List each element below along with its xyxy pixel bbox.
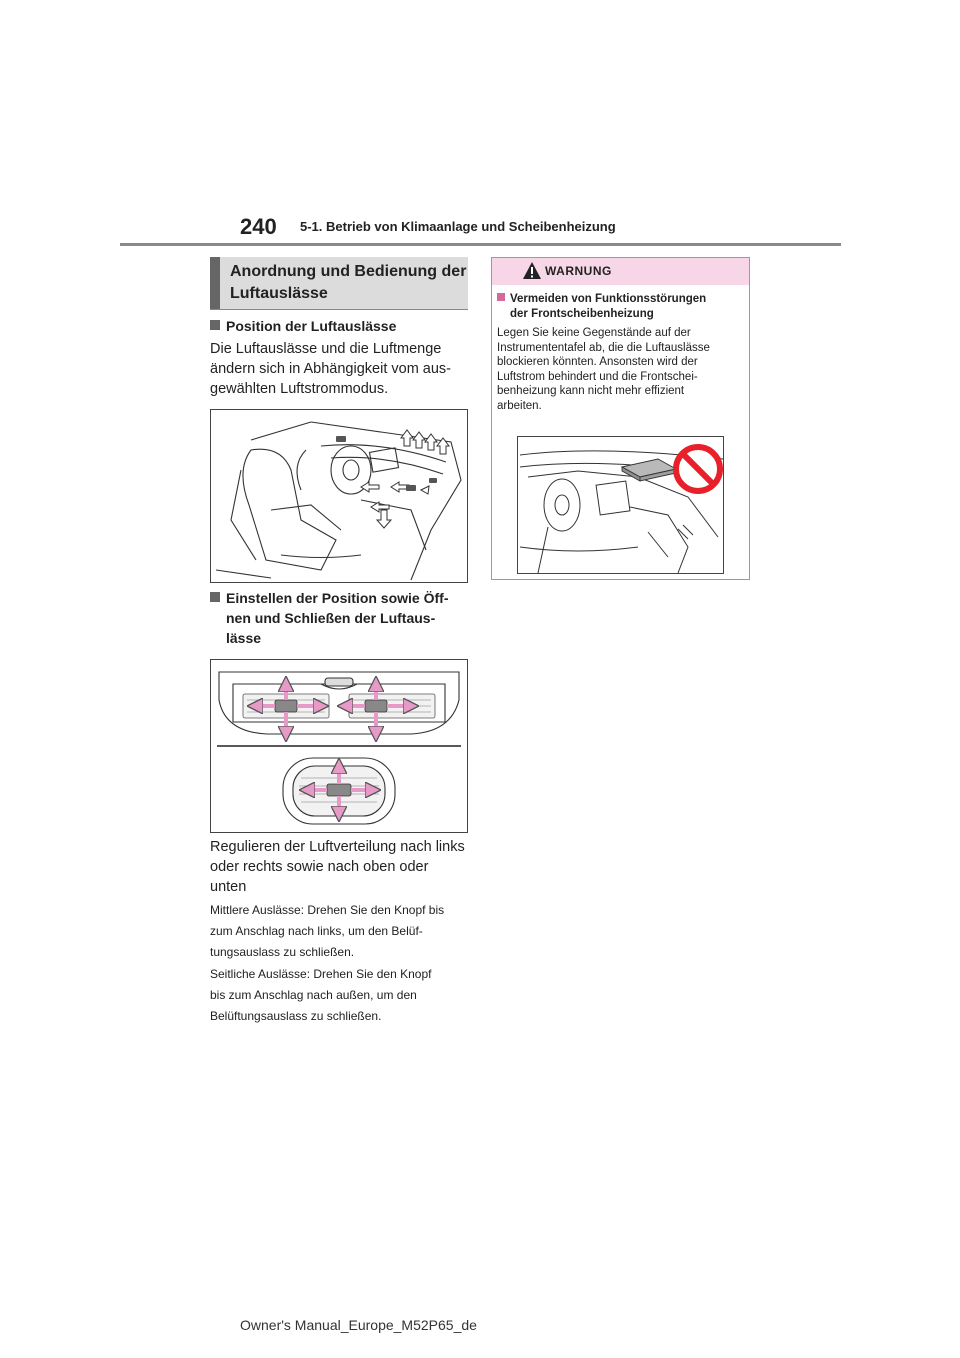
text-line: gewählten Luftstrommodus. — [210, 381, 389, 397]
text-line: Seitliche Auslässe: Drehen Sie den Knopf — [210, 967, 432, 981]
text-line: Einstellen der Position sowie Öff- — [210, 588, 470, 608]
square-bullet-icon — [210, 320, 220, 330]
subheading-adjust-vents — [210, 588, 470, 648]
text-line: Regulieren der Luftverteilung nach links — [210, 839, 465, 855]
text-line: benheizung kann nicht mehr effizient — [497, 385, 685, 398]
warning-label: WARNUNG — [545, 264, 612, 278]
text-line: lässe — [226, 630, 262, 646]
paragraph-vent-position — [210, 339, 472, 399]
cabin-illustration — [211, 410, 467, 582]
text-line: Vermeiden von Funktionsstörungen — [497, 292, 743, 307]
text-line: Belüftungsauslass zu schließen. — [210, 1009, 382, 1023]
text-line: ändern sich in Abhängigkeit vom aus- — [210, 361, 452, 377]
header-rule — [120, 243, 841, 246]
heading-underline — [210, 309, 468, 310]
figure-vent-adjustment — [210, 659, 468, 833]
page-number: 240 — [240, 214, 277, 239]
note-center-vents — [210, 900, 472, 963]
dashboard-illustration — [518, 437, 723, 573]
note-side-vents — [210, 964, 472, 1027]
figure-cabin-air-outlets — [210, 409, 468, 583]
text-line: bis zum Anschlag nach außen, um den — [210, 988, 417, 1002]
text-line: der Frontscheibenheizung — [510, 308, 654, 320]
text-line: zum Anschlag nach links, um den Belüf- — [210, 924, 423, 938]
text-line: Instrumententafel ab, die die Luftauslässe — [497, 341, 710, 354]
text-line: nen und Schließen der Luftaus- — [226, 610, 436, 626]
figure-blocked-vents-warning — [517, 436, 724, 574]
text-line: Die Luftauslässe und die Luftmenge — [210, 341, 442, 357]
warning-subheading — [497, 292, 743, 322]
text-line: Luftstrom behindert und die Frontschei- — [497, 370, 698, 383]
text-line: arbeiten. — [497, 399, 542, 412]
section-heading-line-1: Anordnung und Bedienung der — [230, 263, 467, 280]
vent-illustration — [211, 660, 467, 832]
subheading-vent-position: Position der Luftauslässe — [210, 316, 470, 336]
text-line: blockieren könnten. Ansonsten wird der — [497, 356, 698, 369]
text-line: oder rechts sowie nach oben oder — [210, 859, 429, 875]
section-heading — [210, 257, 468, 309]
prohibition-icon — [676, 447, 720, 491]
warning-triangle-icon — [522, 261, 542, 280]
text-line: Mittlere Auslässe: Drehen Sie den Knopf bis — [210, 903, 445, 917]
text-line: unten — [210, 879, 247, 895]
section-heading-line-2: Luftauslässe — [230, 285, 328, 302]
warning-text — [497, 326, 743, 414]
text-line: Legen Sie keine Gegenstände auf der — [497, 327, 691, 339]
square-bullet-icon — [210, 592, 220, 602]
square-bullet-icon — [497, 293, 505, 301]
text-line: tungsauslass zu schließen. — [210, 945, 355, 959]
section-title: 5-1. Betrieb von Klimaanlage und Scheibenheizung — [300, 219, 616, 234]
footer-manual-id: Owner's Manual_Europe_M52P65_de — [240, 1317, 477, 1333]
paragraph-adjust-direction — [210, 837, 472, 897]
